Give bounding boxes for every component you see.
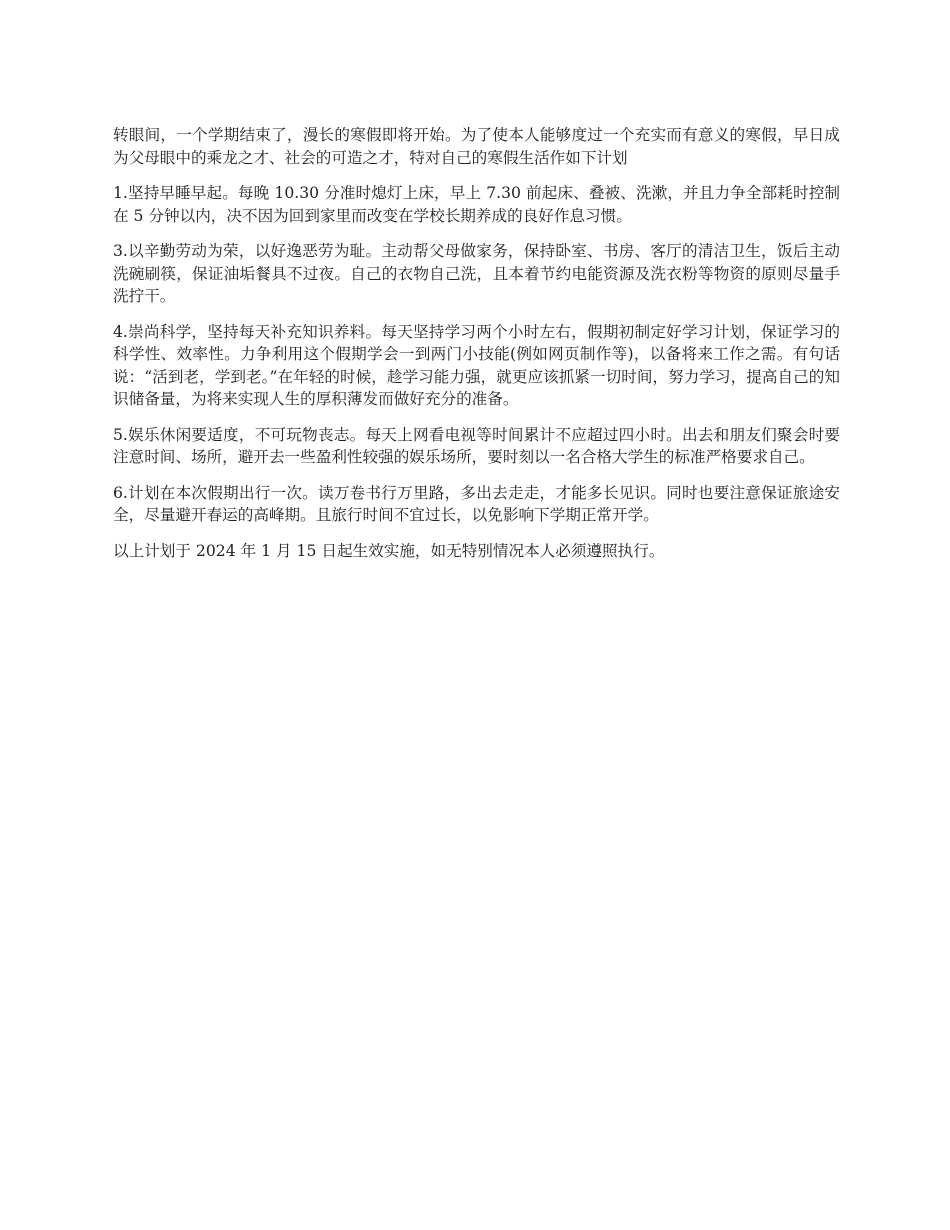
closing-paragraph: 以上计划于 2024 年 1 月 15 日起生效实施，如无特别情况本人必须遵照执行。 xyxy=(113,541,665,560)
plan-item-leisure: 5.娱乐休闲要适度，不可玩物丧志。每天上网看电视等时间累计不应超过四小时。出去和朋友们聚会时要注意时间、场所，避开去一些盈利性较强的娱乐场所，要时刻以一名合格大学生的标准严格要求自己。 xyxy=(113,425,840,466)
plan-item-travel: 6.计划在本次假期出行一次。读万卷书行万里路，多出去走走，才能多长见识。同时也要注意保证旅途安全，尽量避开春运的高峰期。且旅行时间不宜过长，以免影响下学期正常开学。 xyxy=(113,483,840,524)
plan-item-housework: 3.以辛勤劳动为荣，以好逸恶劳为耻。主动帮父母做家务，保持卧室、书房、客厅的清洁卫生，饭后主动洗碗刷筷，保证油垢餐具不过夜。自己的衣物自己洗，且本着节约电能资源及洗衣粉等物资的原则尽量手洗拧干。 xyxy=(113,242,840,305)
plan-item-study: 4.崇尚科学，坚持每天补充知识养料。每天坚持学习两个小时左右，假期初制定好学习计划，保证学习的科学性、效率性。力争利用这个假期学会一到两门小技能(例如网页制作等)，以备将来工作之需。有句话说：“活到老，学到老。”在年轻的时候，趁学习能力强，就更应该抓紧一切时间，努力学习，提高自己的知识储备量，为将来实现人生的厚积薄发而做好充分的准备。 xyxy=(113,322,840,408)
plan-item-sleep: 1.坚持早睡早起。每晚 10.30 分准时熄灯上床，早上 7.30 前起床、叠被、洗漱，并且力争全部耗时控制在 5 分钟以内，决不因为回到家里而改变在学校长期养成的良好作息习惯。 xyxy=(113,184,840,225)
intro-paragraph: 转眼间，一个学期结束了，漫长的寒假即将开始。为了使本人能够度过一个充实而有意义的寒假，早日成为父母眼中的乘龙之才、社会的可造之才，特对自己的寒假生活作如下计划 xyxy=(113,126,840,167)
